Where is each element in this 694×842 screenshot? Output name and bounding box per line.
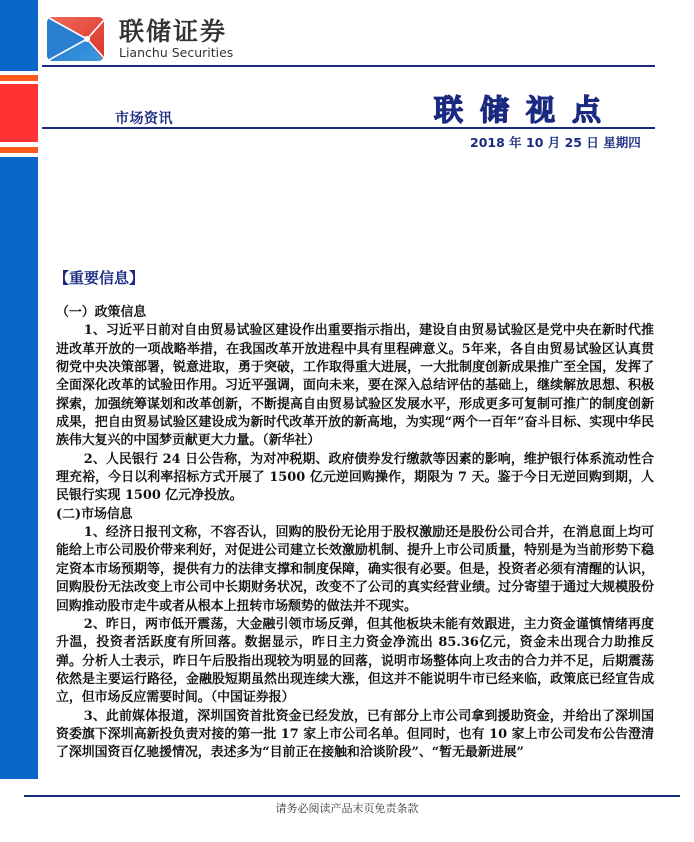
header-title-rule: [42, 127, 655, 129]
company-name-cn: 联储证券: [119, 17, 228, 46]
company-name-en: Lianchu Securities: [119, 45, 234, 60]
sidebar-orange-stripe-bottom: [0, 147, 38, 153]
sidebar-blue-top: [0, 0, 38, 71]
main-content: [56, 268, 654, 763]
sidebar-blue-bottom: [0, 157, 38, 779]
brand-title: 联储视点: [434, 93, 619, 127]
important-info-heading: 【重要信息】: [54, 269, 145, 287]
market-paragraph-2: 2、昨日，两市低开震荡，大金融引领市场反弹，但其他板块未能有效跟进，主力资金谨慎情绪再度升温，投资者活跃度有所回落。数据显示，昨日主力资金净流出 85.36亿元，资金未出现合力助推反弹。分析人士表示，昨日午后股指出现较为明显的回落，说明市场整体向上攻击的合力并不足，后期震荡依然是主要运行路径，金融股短期虽然出现连续大涨，但这并不能说明牛市已经来临，政策底已经宣告成立，但市场反应需要时间。（中国证券报）: [56, 616, 654, 706]
report-date: 2018 年 10 月 25 日 星期四: [470, 135, 641, 150]
lianchu-logo-icon: [47, 17, 104, 61]
policy-paragraph-1: 1、习近平日前对自由贸易试验区建设作出重要指示指出，建设自由贸易试验区是党中央在新时代推进改革开放的一项战略举措，在我国改革开放进程中具有里程碑意义。5年来，各自由贸易试验区认真贯彻党中央决策部署，锐意进取，勇于突破，工作取得重大进展，一大批制度创新成果推广至全国，发挥了全面深化改革的试验田作用。习近平强调，面向未来，要在深入总结评估的基础上，继续解放思想、积极探索，加强统筹谋划和改革创新，不断提高自由贸易试验区发展水平，形成更多可复制可推广的制度创新成果，把自由贸易试验区建设成为新时代改革开放的新高地，为实现“两个一百年”奋斗目标、实现中华民族伟大复兴的中国梦贡献更大力量。（新华社）: [56, 323, 654, 449]
sidebar-orange-stripe-top: [0, 75, 38, 81]
market-paragraph-1: 1、经济日报刊文称，不容否认，回购的股份无论用于股权激励还是股份公司合并，在消息面上均可能给上市公司股价带来利好，对促进公司建立长效激励机制、提升上市公司质量，特别是为当前形势下稳定资本市场预期等，提供有力的法律支撑和制度保障，确实很有必要。但是，投资者必须有清醒的认识，回购股份无法改变上市公司中长期财务状况，改变不了公司的真实经营业绩。过分寄望于通过大规模股份回购推动股市走牛或者从根本上扭转市场颓势的做法并不现实。: [56, 525, 654, 614]
footer-disclaimer: 请务必阅读产品末页免责条款: [275, 802, 419, 815]
header-top-rule: [42, 65, 655, 67]
section-title-market: (二)市场信息: [56, 506, 133, 522]
section-title-policy: （一）政策信息: [56, 305, 147, 320]
sidebar-red-block: [0, 84, 38, 142]
section-label: 市场资讯: [115, 111, 173, 127]
market-paragraph-3: 3、此前媒体报道，深圳国资首批资金已经发放，已有部分上市公司拿到援助资金，并给出了深圳国资委旗下深圳高新投负责对接的第一批 17 家上市公司名单。但同时，也有 10 家上市公司发布公告澄清了深圳国资百亿驰援情况，表述多为“目前正在接触和洽谈阶段”、“暂无最新进展”: [56, 708, 654, 761]
footer-rule: [24, 795, 680, 797]
left-color-bar: [0, 0, 38, 780]
article-body: [56, 304, 654, 763]
policy-paragraph-2: 2、人民银行 24 日公告称，为对冲税期、政府债券发行缴款等因素的影响，维护银行体系流动性合理充裕，今日以利率招标方式开展了 1500 亿元逆回购操作，期限为 7 天。鉴于今日无逆回购到期，人民银行实现 1500 亿元净投放。: [56, 451, 654, 504]
